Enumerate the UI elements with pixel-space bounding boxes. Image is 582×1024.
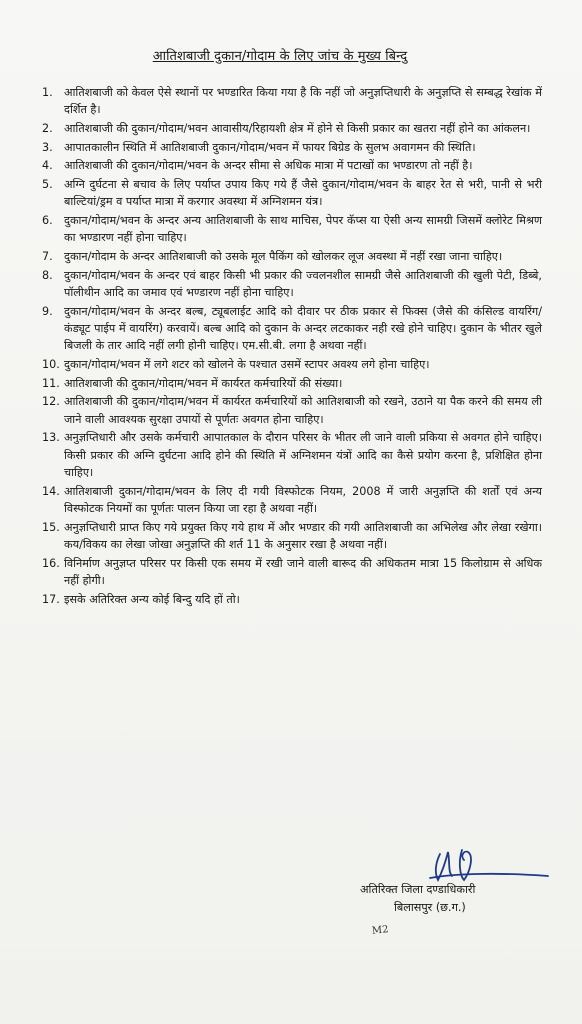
- checklist-item: [42, 393, 542, 428]
- checklist-item: [42, 375, 542, 392]
- item-number: 9.: [42, 304, 53, 318]
- checklist-item: [42, 248, 542, 265]
- item-number: 4.: [42, 159, 53, 173]
- signatory-designation: अतिरिक्त जिला दण्डाधिकारी: [360, 883, 476, 896]
- item-number: 1.: [42, 86, 53, 99]
- item-text: आतिशबाजी की दुकान/गोदाम/भवन के अन्दर सीमा से अधिक मात्रा में पटाखों का भण्डारण तो नहीं है।: [64, 159, 473, 173]
- item-number: 5.: [42, 178, 53, 192]
- item-text: आपातकालीन स्थिति में आतिशबाजी दुकान/गोदाम/भवन में फायर बिग्रेड के सुलभ अवागमन की स्थिति।: [64, 140, 476, 154]
- item-text: दुकान/गोदाम के अन्दर आतिशबाजी को उसके मूल पैकिंग को खोलकर लूज अवस्था में नहीं रखा जाना चाहिए।: [64, 250, 503, 264]
- item-text: विनिर्माण अनुज्ञप्त परिसर पर किसी एक समय में रखी जाने वाली बारूद की अधिकतम मात्रा 15 किलोग्राम से अधिक नहीं होगी।: [64, 556, 542, 587]
- item-number: 7.: [42, 250, 53, 264]
- checklist-item: [42, 429, 542, 481]
- checklist: [42, 84, 542, 609]
- checklist-item: [42, 356, 542, 373]
- item-text: आतिशबाजी दुकान/गोदाम/भवन के लिए दी गयी विस्फोटक नियम, 2008 में जारी अनुज्ञप्ति की शर्तों एवं अन्य विस्फोटक नियमों का पूर्णतः पालन किया जा रहा है अथवा नहीं।: [64, 484, 542, 515]
- item-number: 3.: [42, 140, 53, 154]
- item-number: 10.: [42, 357, 60, 371]
- item-number: 6.: [42, 214, 53, 228]
- item-number: 12.: [42, 395, 60, 409]
- item-text: दुकान/गोदाम/भवन के अन्दर अन्य आतिशबाजी के साथ माचिस, पेपर कॅप्स या ऐसी अन्य सामग्री जिसमें क्लोरेट मिश्रण का भण्डारण नहीं होना चाहिए।: [64, 214, 542, 245]
- signatory-place: बिलासपुर (छ.ग.): [394, 901, 466, 914]
- checklist-item: [42, 303, 542, 355]
- item-number: 13.: [42, 431, 60, 445]
- item-number: 16.: [42, 556, 60, 570]
- checklist-item: [42, 84, 542, 119]
- checklist-item: [42, 212, 542, 247]
- item-text: इसके अतिरिक्त अन्य कोई बिन्दु यदि हों तो।: [64, 592, 240, 606]
- signatory-block: [360, 881, 570, 917]
- item-text: आतिशबाजी की दुकान/गोदाम/भवन में कार्यरत कर्मचारियों को आतिशबाजी को रखने, उठाने या पैक करने की समय ली जाने वाली आवश्यक सुरक्षा उपायों से पूर्णतः अवगत होना चाहिए।: [64, 395, 542, 426]
- item-number: 11.: [42, 376, 60, 390]
- item-text: आतिशबाजी की दुकान/गोदाम/भवन में कार्यरत कर्मचारियों की संख्या।: [64, 376, 343, 390]
- item-number: 15.: [42, 520, 60, 534]
- checklist-item: [42, 483, 542, 518]
- item-text: आतिशबाजी को केवल ऐसे स्थानों पर भण्डारित किया गया है कि नहीं जो अनुज्ञप्तिधारी के अनुज्ञप्ति से सम्बद्ध रेखांक में दर्शित है।: [64, 86, 542, 117]
- checklist-item: [42, 267, 542, 302]
- item-text: अनुज्ञप्तिधारी प्राप्त किए गये प्रयुक्त किए गये हाथ में और भण्डार की गयी आतिशबाजी का अभिलेख और लेखा रखेगा। कय/विकय का लेखा जोखा अनुज्ञप्ति की शर्त 11 के अनुसार रखा है अथवा नहीं।: [64, 520, 542, 551]
- document-title: आतिशबाजी दुकान/गोदाम के लिए जांच के मुख्य बिन्दु: [152, 49, 408, 64]
- checklist-item: [42, 139, 542, 156]
- item-text: अग्नि दुर्घटना से बचाव के लिए पर्याप्त उपाय किए गये हैं जैसे दुकान/गोदाम/भवन के बाहर रेत से भरी, पानी से भरी बाल्टियां/ड्रम व पर्याप्त मात्रा में करगार अवस्था में अग्निशमन यंत्र।: [64, 178, 542, 209]
- item-number: 14.: [42, 484, 60, 498]
- checklist-item: [42, 591, 542, 608]
- checklist-item: [42, 176, 542, 211]
- item-number: 17.: [42, 592, 60, 606]
- checklist-item: [42, 519, 542, 554]
- item-text: अनुज्ञप्तिधारी और उसके कर्मचारी आपातकाल के दौरान परिसर के भीतर ली जाने वाली प्रकिया से अवगत होने चाहिए। किसी प्रकार की अग्नि दुर्घटना आदि होने की स्थिति में अग्निशमन यंत्रों आदि का कैसे प्रयोग करना है, प्रशिक्षित होना चाहिए।: [64, 431, 542, 479]
- checklist-item: [42, 555, 542, 590]
- item-text: दुकान/गोदाम/भवन के अन्दर बल्ब, ट्यूबलाईट आदि को दीवार पर ठीक प्रकार से फिक्स (जैसे की कंसिल्ड वायरिंग/कंड्यूट पाईप में वायरिंग) करवायें। बल्ब आदि को दुकान के अन्दर लटकाकर नही रखे होने चाहिए। दुकान के भीतर खुले बिजली के तार आदि नहीं लगी होनी चाहिए। एम.सी.बी. लगा है अथवा नहीं।: [64, 304, 542, 353]
- item-text: दुकान/गोदाम/भवन में लगे शटर को खोलने के पश्चात उसमें स्टापर अवश्य लगे होना चाहिए।: [64, 357, 430, 371]
- item-number: 8.: [42, 268, 53, 282]
- checklist-item: [42, 157, 542, 174]
- item-text: आतिशबाजी की दुकान/गोदाम/भवन आवासीय/रिहायशी क्षेत्र में होने से किसी प्रकार का खतरा नहीं होने का आंकलन।: [64, 121, 531, 135]
- checklist-item: [42, 120, 542, 137]
- handwritten-initial: M2: [371, 924, 390, 937]
- item-number: 2.: [42, 121, 53, 135]
- item-text: दुकान/गोदाम/भवन के अन्दर एवं बाहर किसी भी प्रकार की ज्वलनशील सामग्री जैसे आतिशबाजी की खुली पेटी, डिब्बे, पॉलीथीन आदि का जमाव एवं भण्डारण नहीं होना चाहिए।: [64, 268, 542, 299]
